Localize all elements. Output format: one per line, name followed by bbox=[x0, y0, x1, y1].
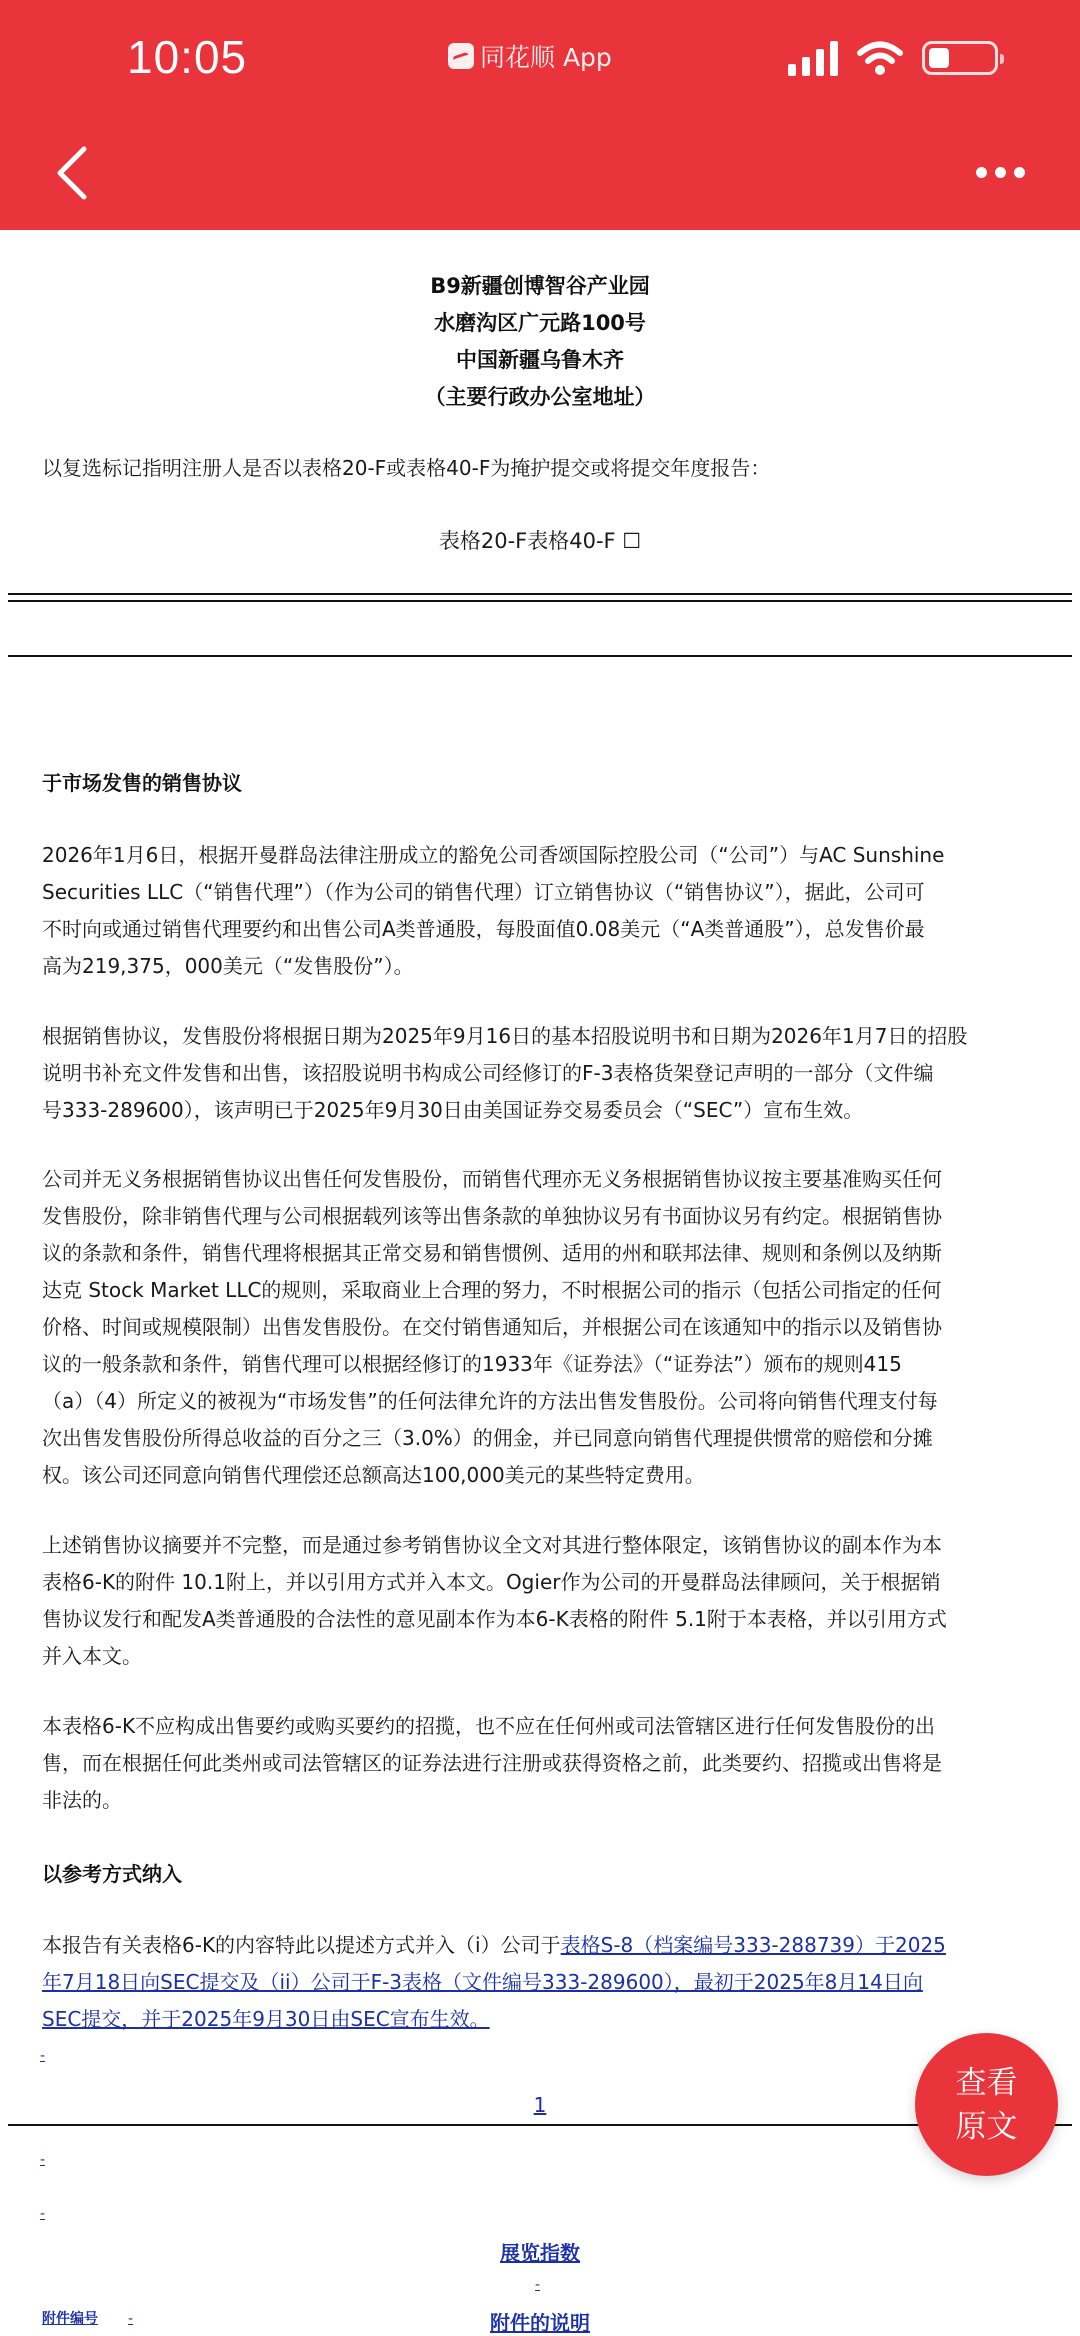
status-icons bbox=[788, 40, 998, 76]
back-arrow-icon[interactable] bbox=[52, 145, 92, 201]
anchor-link[interactable]: - bbox=[535, 2277, 541, 2293]
address-line-1: B9新疆创博智谷产业园 bbox=[430, 274, 650, 298]
exhibit-number-label[interactable]: 附件编号 bbox=[42, 2311, 98, 2327]
divider bbox=[8, 655, 1072, 657]
paragraph-4: 上述销售协议摘要并不完整，而是通过参考销售协议全文对其进行整体限定，该销售协议的副本作为本 表格6-K的附件 10.1附上，并以引用方式并入本文。Ogier作为公司的开曼群岛法律顾问，关于根据销 售协议发行和配发A类普通股的合法性的意见副本作为本6-K表格的附件 5.1附于本表格，并以引用方式 并入本文。 bbox=[42, 1533, 947, 1668]
exhibit-index-link[interactable]: 展览指数 bbox=[500, 2241, 580, 2265]
app-header bbox=[0, 0, 1080, 230]
address-line-4: （主要行政办公室地址） bbox=[424, 385, 656, 409]
incorporation-link[interactable]: 表格S-8（档案编号333-288739）于2025 bbox=[560, 1933, 946, 1957]
status-time: 10:05 bbox=[127, 31, 248, 83]
anchor-link[interactable]: - bbox=[40, 2048, 46, 2064]
paragraph-2: 根据销售协议，发售股份将根据日期为2025年9月16日的基本招股说明书和日期为2026年1月7日的招股 说明书补充文件发售和出售，该招股说明书构成公司经修订的F-3表格货架登记声明的一部分（文件编 号333-289600），该声明已于2025年9月30日由美国证券交易委员会（“SEC”）宣布生效。 bbox=[42, 1024, 968, 1122]
address-line-2: 水磨沟区广元路100号 bbox=[434, 311, 646, 335]
view-original-label-1: 查看 bbox=[955, 2064, 1018, 2101]
source-app-indicator[interactable] bbox=[448, 38, 612, 74]
view-original-button[interactable] bbox=[915, 2033, 1058, 2176]
divider bbox=[8, 593, 1072, 595]
view-original-label-2: 原文 bbox=[955, 2108, 1018, 2145]
incorporation-link[interactable]: 年7月18日向SEC提交及（ii）公司于F-3表格（文件编号333-289600），最初于2025年8月14日向 bbox=[42, 1970, 923, 1994]
paragraph-1: 2026年1月6日，根据开曼群岛法律注册成立的豁免公司香颂国际控股公司（“公司”）与AC Sunshine Securities LLC（“销售代理”）（作为公司的销售代理）订立销售协议（“销售协议”），据此，公司可 不时向或通过销售代理要约和出售公司A类普通股，每股面值0.08美元（“A类普通股”），总发售价最 高为219,375，000美元（“发售股份”）。 bbox=[42, 843, 945, 978]
paragraph-3: 公司并无义务根据销售协议出售任何发售股份，而销售代理亦无义务根据销售协议按主要基准购买任何 发售股份，除非销售代理与公司根据载列该等出售条款的单独协议另有书面协议另有约定。根据销售协 议的条款和条件，销售代理将根据其正常交易和销售惯例、适用的州和联邦法律、规则和条例以及纳斯 达克 Stock Market LLC的规则，采取商业上合理的努力，不时根据公司的指示（包括公司指定的任何 价格、时间或规模限制）出售发售股份。在交付销售通知后，并根据公司在该通知中的指示以及销售协 议的一般条款和条件，销售代理可以根据经修订的1933年《证券法》（“证券法”）颁布的规则415 （a）（4）所定义的被视为“市场发售”的任何法律允许的方法出售发售股份。公司将向销售代理支付每 次出售发售股份所得总收益的百分之三（3.0%）的佣金，并已同意向销售代理提供惯常的赔偿和分摊 权。该公司还同意向销售代理偿还总额高达100,000美元的某些特定费用。 bbox=[42, 1167, 942, 1487]
anchor-link[interactable]: - bbox=[128, 2311, 134, 2327]
exhibit-description-label[interactable]: 附件的说明 bbox=[490, 2311, 590, 2335]
address-line-3: 中国新疆乌鲁木齐 bbox=[456, 348, 624, 372]
paragraph-5: 本表格6-K不应构成出售要约或购买要约的招揽，也不应在任何州或司法管辖区进行任何发售股份的出 售，而在根据任何此类州或司法管辖区的证券法进行注册或获得资格之前，此类要约、招揽或出售将是 非法的。 bbox=[42, 1714, 942, 1812]
form-options: 表格20-F表格40-F ☐ bbox=[438, 529, 642, 553]
wifi-icon bbox=[856, 40, 904, 76]
source-app-label: 同花顺 App bbox=[480, 43, 612, 72]
paragraph-6: 本报告有关表格6-K的内容特此以提述方式并入（i）公司于表格S-8（档案编号333-288739）于2025 年7月18日向SEC提交及（ii）公司于F-3表格（文件编号333-289600），最初于2025年8月14日向 SEC提交，并于2025年9月30日由SEC宣布生效。 bbox=[42, 1933, 946, 2031]
page-number[interactable]: 1 bbox=[533, 2093, 547, 2117]
cellular-signal-icon bbox=[788, 40, 838, 76]
divider bbox=[8, 600, 1072, 602]
anchor-link[interactable]: - bbox=[40, 2206, 46, 2222]
section-title-sales-agreement: 于市场发售的销售协议 bbox=[42, 771, 242, 795]
battery-icon bbox=[922, 41, 998, 75]
divider bbox=[8, 2124, 1072, 2126]
section-title-incorporation: 以参考方式纳入 bbox=[42, 1862, 182, 1886]
anchor-link[interactable]: - bbox=[40, 2152, 46, 2168]
incorporation-link[interactable]: SEC提交，并于2025年9月30日由SEC宣布生效。 bbox=[42, 2007, 490, 2031]
app-logo-icon bbox=[448, 43, 474, 69]
form-question: 以复选标记指明注册人是否以表格20-F或表格40-F为掩护提交或将提交年度报告： bbox=[42, 456, 771, 480]
more-options-icon[interactable] bbox=[976, 160, 1028, 184]
